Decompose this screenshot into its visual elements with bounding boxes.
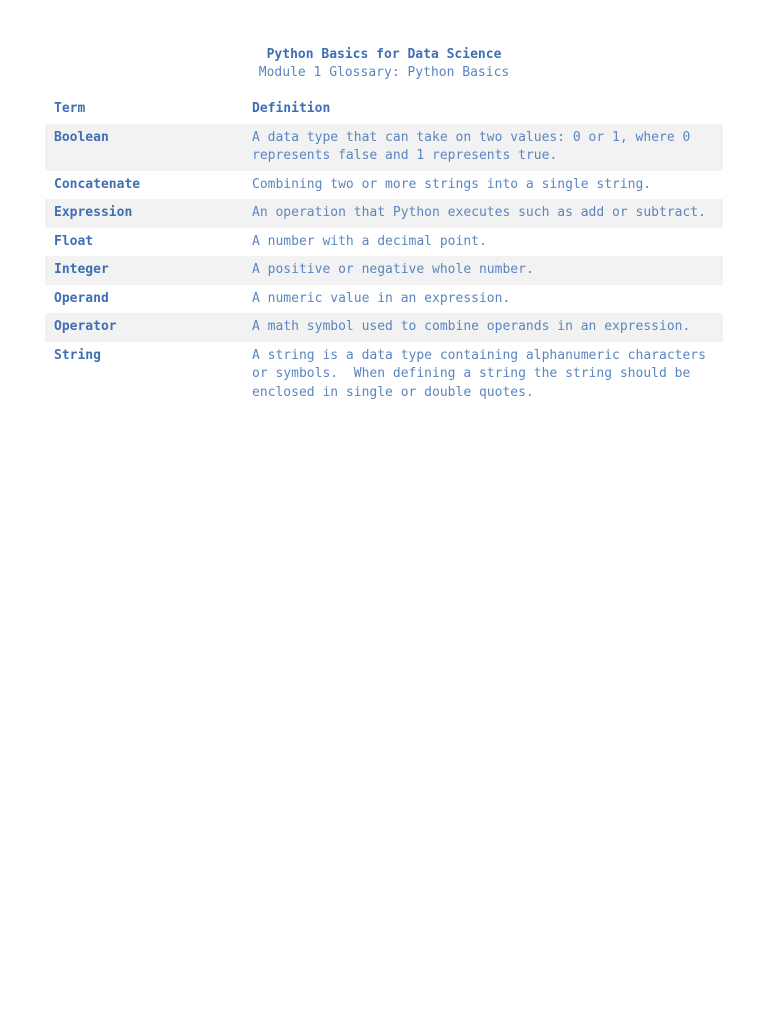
term-cell: Operator — [45, 313, 243, 342]
table-row — [45, 342, 723, 408]
table-header-row — [45, 95, 723, 124]
definition-cell: An operation that Python executes such as add or subtract. — [243, 199, 723, 228]
term-cell: Float — [54, 233, 94, 249]
table-row — [45, 199, 723, 228]
table-row — [45, 171, 723, 200]
document-subtitle: Module 1 Glossary: Python Basics — [258, 65, 510, 80]
table-row — [45, 256, 723, 285]
glossary-table — [45, 95, 723, 407]
document-header — [0, 46, 768, 82]
table-row — [45, 228, 723, 257]
term-cell: Concatenate — [54, 176, 141, 192]
document-title: Python Basics for Data Science — [266, 47, 502, 62]
term-cell: Integer — [45, 256, 243, 285]
table-row — [45, 285, 723, 314]
term-column-header: Term — [54, 101, 86, 116]
definition-cell: A positive or negative whole number. — [243, 256, 723, 285]
definition-cell: A numeric value in an expression. — [252, 290, 511, 306]
definition-cell: A number with a decimal point. — [252, 233, 487, 249]
table-row — [45, 313, 723, 342]
table-row — [45, 124, 723, 171]
term-cell: Expression — [45, 199, 243, 228]
definition-cell: A string is a data type containing alphanumeric characters or symbols. When defining a string the string should be enclosed in single or double quotes. — [252, 347, 714, 400]
term-cell: Operand — [54, 290, 109, 306]
term-cell: String — [54, 347, 101, 363]
definition-column-header: Definition — [252, 101, 331, 116]
definition-cell: A data type that can take on two values: 0 or 1, where 0 represents false and 1 represents true. — [243, 124, 723, 171]
term-cell: Boolean — [45, 124, 243, 171]
definition-cell: A math symbol used to combine operands in an expression. — [243, 313, 723, 342]
definition-cell: Combining two or more strings into a single string. — [252, 176, 652, 192]
